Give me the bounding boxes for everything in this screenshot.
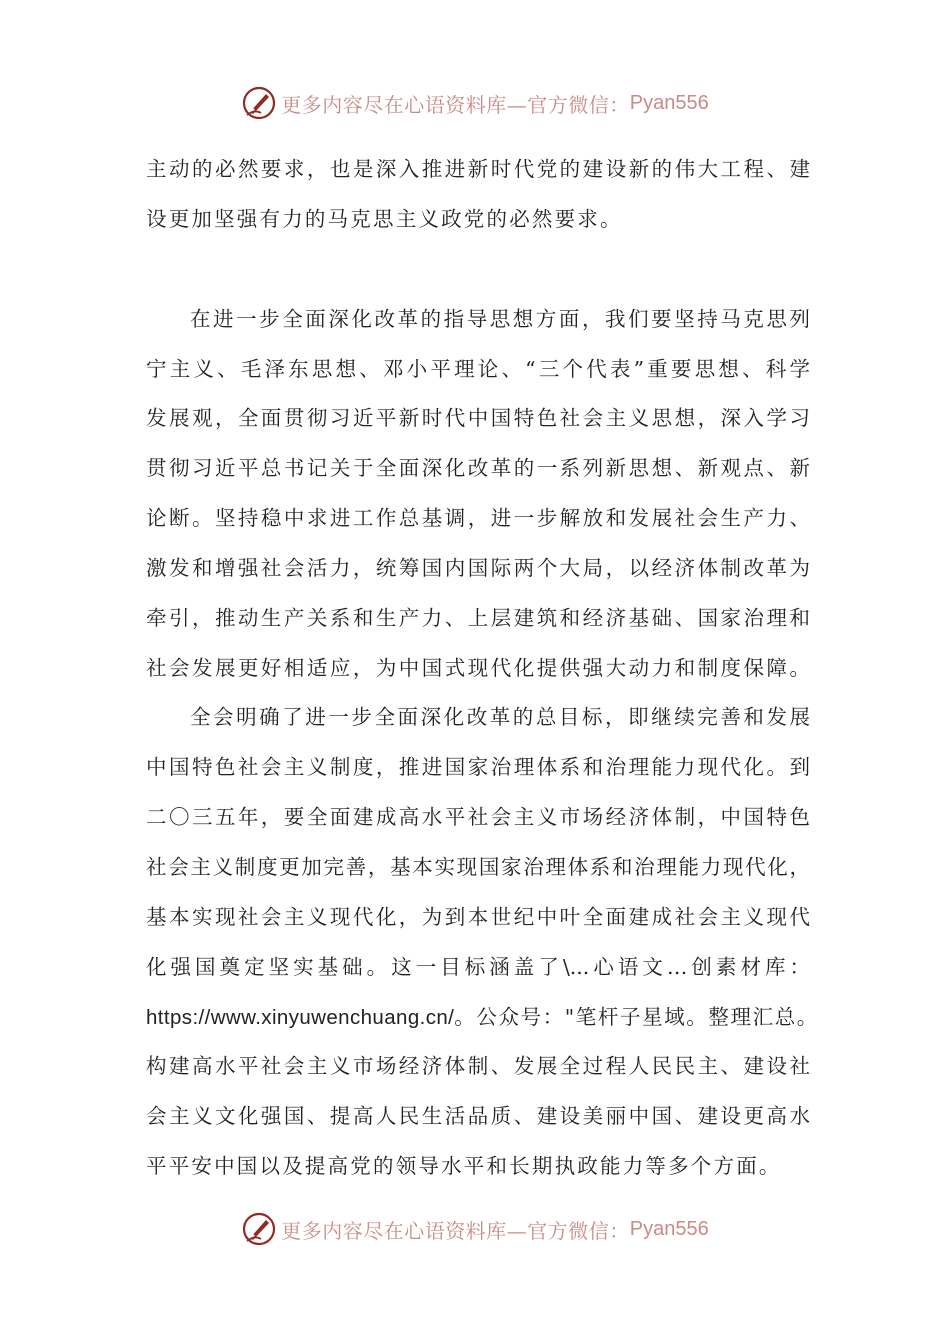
text-line: 社会主义制度更加完善，基本实现国家治理体系和治理能力现代化， xyxy=(146,854,810,879)
text-line-url xyxy=(146,993,819,1043)
header-watermark-banner xyxy=(0,83,950,123)
text-line: 二〇三五年，要全面建成高水平社会主义市场经济体制，中国特色 xyxy=(146,805,810,830)
text-line: 主动的必然要求，也是深入推进新时代党的建设新的伟大工程、建 xyxy=(146,157,810,181)
document-body xyxy=(146,145,819,1192)
url-link[interactable]: https://www.xinyuwenchuang.cn/ xyxy=(146,1005,455,1029)
text-line: 发展观，全面贯彻习近平新时代中国特色社会主义思想，深入学习 xyxy=(146,406,810,431)
text-line: 构建高水平社会主义市场经济体制、发展全过程人民民主、建设社 xyxy=(146,1054,810,1079)
pen-quill-logo-icon xyxy=(241,1211,277,1247)
text-line: 会主义文化强国、提高人民生活品质、建设美丽中国、建设更高水 xyxy=(146,1104,810,1129)
text-line: 基本实现社会主义现代化，为到本世纪中叶全面建成社会主义现代 xyxy=(146,904,810,929)
text-line: 全会明确了进一步全面深化改革的总目标，即继续完善和发展 xyxy=(190,705,810,730)
pen-quill-logo-icon xyxy=(241,85,277,121)
footer-watermark-banner xyxy=(0,1209,950,1249)
text-line: 平平安中国以及提高党的领导水平和长期执政能力等多个方面。 xyxy=(146,1154,782,1179)
text-line: 激发和增强社会活力，统筹国内国际两个大局，以经济体制改革为 xyxy=(146,555,810,580)
text-line: 设更加坚强有力的马克思主义政党的必然要求。 xyxy=(146,206,623,231)
text-line: 宁主义、毛泽东思想、邓小平理论、“三个代表”重要思想、科学 xyxy=(146,356,810,381)
banner-wechat-id: Pyan556 xyxy=(629,91,709,114)
text-line: 牵引，推动生产关系和生产力、上层建筑和经济基础、国家治理和 xyxy=(146,605,810,630)
text-line: 社会发展更好相适应，为中国式现代化提供强大动力和制度保障。 xyxy=(146,655,810,680)
banner-text: 更多内容尽在心语资料库—官方微信： xyxy=(281,92,630,117)
text-fragment: 。公众号："笔杆子星域。整理汇总。 xyxy=(454,1004,819,1029)
paragraph-gap xyxy=(146,245,810,295)
text-line: 化强国奠定坚实基础。这一目标涵盖了\...心语文…创素材库： xyxy=(146,954,810,979)
text-line: 在进一步全面深化改革的指导思想方面，我们要坚持马克思列 xyxy=(190,306,810,331)
banner-wechat-id: Pyan556 xyxy=(629,1217,709,1240)
banner-text: 更多内容尽在心语资料库—官方微信： xyxy=(281,1218,630,1243)
text-line: 中国特色社会主义制度，推进国家治理体系和治理能力现代化。到 xyxy=(146,755,810,780)
text-line: 贯彻习近平总书记关于全面深化改革的一系列新思想、新观点、新 xyxy=(146,456,810,481)
text-line: 论断。坚持稳中求进工作总基调，进一步解放和发展社会生产力、 xyxy=(146,506,810,531)
